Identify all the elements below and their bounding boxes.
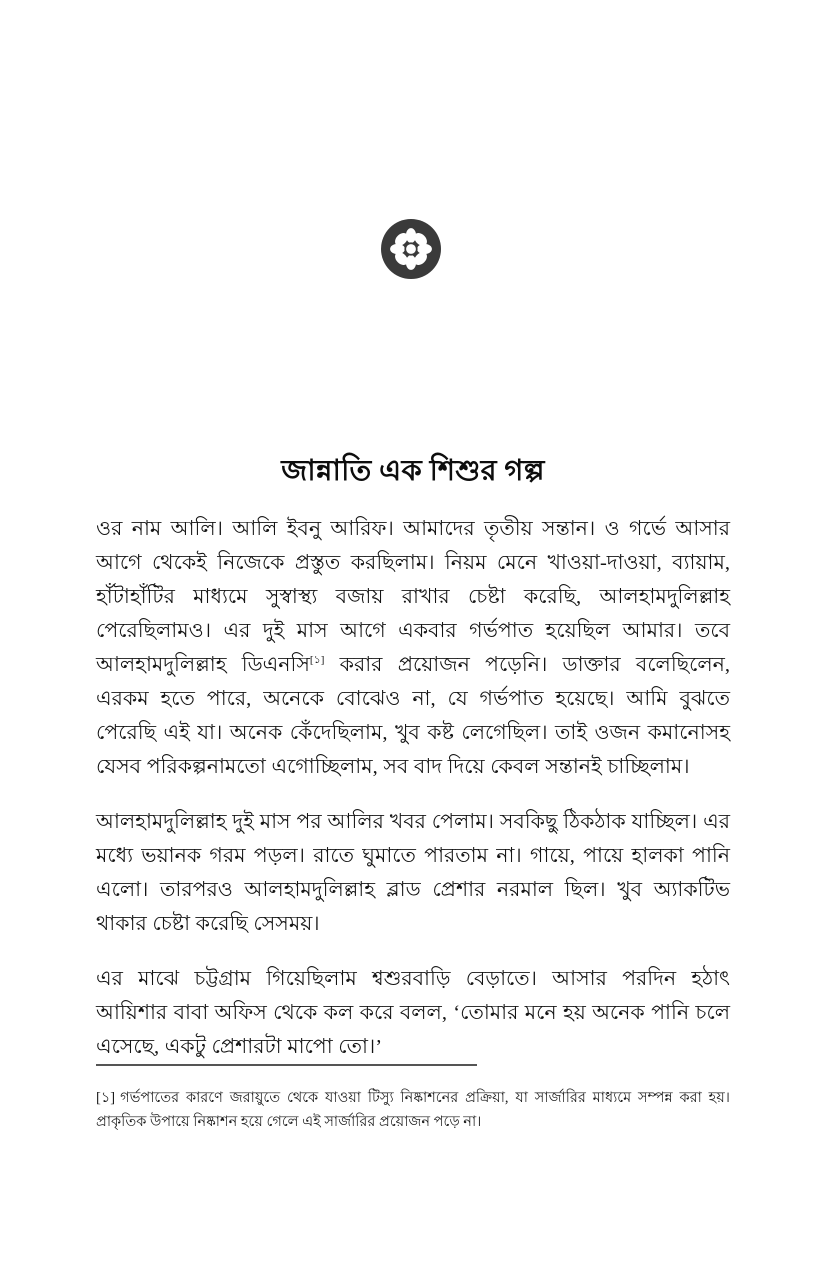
footnote-reference-1[interactable]: [১] <box>309 654 325 667</box>
footnote-separator-rule <box>96 1064 477 1066</box>
paragraph-2: আলহামদুলিল্লাহ দুই মাস পর আলির খবর পেলাম। সবকিছু ঠিকঠাক যাচ্ছিল। এর মধ্যে ভয়ানক গরম পড়ল। রাতে ঘুমাতে পারতাম না। গায়ে, পায়ে হালকা পানি এলো। তারপরও আলহামদুলিল্লাহ ব্লাড প্রেশার নরমাল ছিল। খুব অ্যাকটিভ থাকার চেষ্টা করেছি সেসময়। <box>96 811 730 935</box>
footnote-block <box>96 1086 730 1134</box>
paragraph-1-text-after-footnote: করার প্রয়োজন পড়েনি। ডাক্তার বলেছিলেন, এরকম হতে পারে, অনেকে বোঝেও না, যে গর্ভপাত হয়েছে। আমি বুঝতে পেরেছি এই যা। অনেক কেঁদেছিলাম, খুব কষ্ট লেগেছিল। তাই ওজন কমানোসহ যেসব পরিকল্পনামতো এগোচ্ছিলাম, সব বাদ দিয়ে কেবল সন্তানই চাচ্ছিলাম। <box>96 654 730 778</box>
chapter-title: জান্নাতি এক শিশুর গল্প <box>281 455 545 488</box>
paragraph-3: এর মাঝে চট্টগ্রাম গিয়েছিলাম শ্বশুরবাড়ি বেড়াতে। আসার পরদিন হঠাৎ আয়িশার বাবা অফিস থেকে কল করে বলল, ‘তোমার মনে হয় অনেক পানি চলে এসেছে, একটু প্রেশারটা মাপো তো।’ <box>96 968 730 1058</box>
paragraph-1 <box>96 512 730 784</box>
body-text-block <box>96 512 730 1064</box>
chapter-ornament <box>0 214 822 284</box>
footnote-marker: [১] <box>96 1090 116 1106</box>
rosette-flower-icon <box>380 218 442 280</box>
footnote-text: গর্ভপাতের কারণে জরায়ুতে থেকে যাওয়া টিস্যু নিষ্কাশনের প্রক্রিয়া, যা সার্জারির মাধ্যমে সম্পন্ন করা হয়। প্রাকৃতিক উপায়ে নিষ্কাশন হয়ে গেলে এই সার্জারির প্রয়োজন পড়ে না। <box>96 1090 730 1130</box>
paragraph-1-text-before-footnote: ওর নাম আলি। আলি ইবনু আরিফ। আমাদের তৃতীয় সন্তান। ও গর্ভে আসার আগে থেকেই নিজেকে প্রস্তুত করছিলাম। নিয়ম মেনে খাওয়া-দাওয়া, ব্যায়াম, হাঁটাহাঁটির মাধ্যমে সুস্বাস্থ্য বজায় রাখার চেষ্টা করেছি, আলহামদুলিল্লাহ পেরেছিলামও। এর দুই মাস আগে একবার গর্ভপাত হয়েছিল আমার। তবে আলহামদুলিল্লাহ ডিএনসি <box>96 518 730 676</box>
